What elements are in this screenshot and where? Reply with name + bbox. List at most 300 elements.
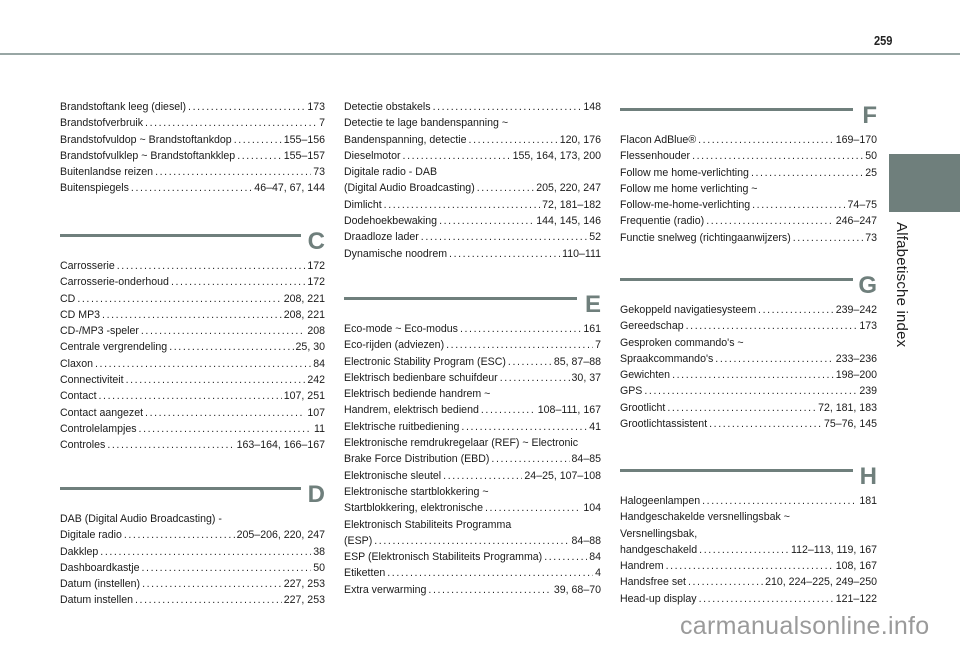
entry-page-refs: 84–85 <box>571 453 601 466</box>
index-entry <box>620 558 877 574</box>
index-entry <box>60 405 325 421</box>
entry-page-refs: 205, 220, 247 <box>536 182 601 195</box>
entry-page-refs: 41 <box>589 420 601 433</box>
entry-page-refs: 24–25, 107–108 <box>524 469 601 482</box>
index-entry <box>344 402 601 418</box>
entry-page-refs: 210, 224–225, 249–250 <box>765 576 877 589</box>
dot-leader <box>77 291 281 307</box>
dot-leader <box>139 421 312 437</box>
dot-leader <box>374 533 569 549</box>
entry-term: Contact aangezet <box>60 406 144 419</box>
dot-leader <box>508 354 552 370</box>
entry-page-refs: 155–156 <box>283 133 325 146</box>
entry-term: Contact <box>60 390 97 403</box>
entry-term: (ESP) <box>344 534 373 547</box>
index-entry <box>344 386 601 402</box>
entry-term: Grootlicht <box>620 401 666 414</box>
index-entry <box>60 437 325 453</box>
index-entry <box>344 533 601 549</box>
entry-term: Spraakcommando's <box>620 352 714 365</box>
index-entry <box>60 132 325 148</box>
dot-leader <box>481 402 536 418</box>
entry-term: Halogeenlampen <box>620 495 701 507</box>
index-entry <box>60 148 325 164</box>
entry-term: CD-/MP3 -speler <box>60 325 139 338</box>
dot-leader <box>485 500 581 516</box>
entry-list <box>60 258 325 454</box>
entry-page-refs: 84–88 <box>571 534 601 547</box>
dot-leader <box>698 132 834 148</box>
entry-page-refs: 75–76, 145 <box>823 418 877 431</box>
dot-leader <box>124 527 235 543</box>
index-entry <box>620 383 877 399</box>
entry-term: Gekoppeld navigatiesysteem <box>620 304 757 316</box>
dot-leader <box>706 213 834 229</box>
entry-term: Elektrisch bedienbare schuifdeur <box>344 371 498 384</box>
entry-term: Carrosserie-onderhoud <box>60 276 169 289</box>
entry-list <box>60 99 325 197</box>
index-entry <box>620 493 877 509</box>
dot-leader <box>667 400 816 416</box>
entry-term: Frequentie (radio) <box>620 215 705 228</box>
entry-term: Datum instellen <box>60 594 134 607</box>
dot-leader <box>469 132 558 148</box>
dot-leader <box>188 99 305 115</box>
index-entry <box>60 388 325 404</box>
entry-term: Detectie obstakels <box>344 101 431 113</box>
index-entry <box>344 582 601 598</box>
dot-leader <box>99 388 282 404</box>
entry-term: Gewichten <box>620 369 671 382</box>
entry-page-refs: 155–157 <box>283 149 325 162</box>
section-header <box>344 291 601 321</box>
index-entry <box>620 574 877 590</box>
entry-page-refs: 239–242 <box>835 304 877 316</box>
section-tab-label: Alfabetische index <box>893 222 910 348</box>
dot-leader <box>544 549 587 565</box>
entry-term: Handrem <box>620 560 664 573</box>
entry-term: Dimlicht <box>344 198 382 211</box>
dot-leader <box>169 339 293 355</box>
index-entry <box>620 509 877 525</box>
entry-page-refs: 233–236 <box>835 352 877 365</box>
index-entry <box>60 592 325 608</box>
entry-term: Eco-mode ~ Eco-modus <box>344 323 458 335</box>
index-entry <box>60 307 325 323</box>
index-entry <box>60 511 325 527</box>
dot-leader <box>491 451 569 467</box>
dot-leader <box>702 493 857 509</box>
entry-term: Digitale radio - DAB <box>344 166 438 179</box>
dot-leader <box>666 558 834 574</box>
index-entry <box>60 560 325 576</box>
entry-term: CD <box>60 292 76 305</box>
entry-page-refs: 25 <box>865 166 877 179</box>
entry-page-refs: 46–47, 67, 144 <box>254 182 325 195</box>
entry-term: Elektronische sleutel <box>344 469 442 482</box>
index-entry <box>344 484 601 500</box>
entry-page-refs: 208, 221 <box>283 292 325 305</box>
section-rule <box>620 278 853 281</box>
index-entry <box>344 148 601 164</box>
entry-term: Buitenlandse reizen <box>60 166 154 179</box>
index-section-b <box>60 99 325 197</box>
section-tab-marker <box>889 154 960 212</box>
entry-term: Brandstoftank leeg (diesel) <box>60 101 187 113</box>
dot-leader <box>384 197 540 213</box>
entry-term: Handrem, elektrisch bediend <box>344 404 479 417</box>
entry-term: Handsfree set <box>620 576 686 589</box>
entry-page-refs: 172 <box>307 276 325 289</box>
dot-leader <box>142 560 312 576</box>
entry-page-refs: 169–170 <box>835 134 877 146</box>
dot-leader <box>461 419 587 435</box>
entry-list <box>344 99 601 262</box>
dot-leader <box>433 99 582 115</box>
entry-term: Controlelampjes <box>60 422 137 435</box>
entry-term: handgeschakeld <box>620 543 698 556</box>
entry-page-refs: 39, 68–70 <box>553 583 601 596</box>
entry-page-refs: 84 <box>313 357 325 370</box>
entry-page-refs: 198–200 <box>835 369 877 382</box>
index-entry <box>344 435 601 451</box>
index-entry <box>60 339 325 355</box>
dot-leader <box>709 416 822 432</box>
dot-leader <box>428 582 551 598</box>
entry-term: Datum (instellen) <box>60 578 141 591</box>
entry-term: Controles <box>60 439 106 452</box>
entry-page-refs: 181 <box>859 495 877 507</box>
entry-term: Follow me home-verlichting <box>620 166 749 179</box>
entry-term: Flessenhouder <box>620 150 691 163</box>
entry-term: Draadloze lader <box>344 231 419 244</box>
entry-term: Functie snelweg (richtingaanwijzers) <box>620 231 791 244</box>
dot-leader <box>237 148 282 164</box>
entry-page-refs: 73 <box>865 231 877 244</box>
section-header <box>60 481 325 511</box>
index-section-d <box>60 481 325 609</box>
entry-page-refs: 227, 253 <box>283 594 325 607</box>
entry-page-refs: 50 <box>313 561 325 574</box>
entry-term: Startblokkering, elektronische <box>344 502 483 515</box>
index-entry <box>344 197 601 213</box>
index-entry <box>344 132 601 148</box>
entry-term: Centrale vergrendeling <box>60 341 168 354</box>
dot-leader <box>95 356 311 372</box>
dot-leader <box>155 164 311 180</box>
entry-page-refs: 84 <box>589 551 601 564</box>
dot-leader <box>793 230 863 246</box>
index-section-h <box>620 463 877 607</box>
index-entry <box>60 527 325 543</box>
dot-leader <box>449 246 560 262</box>
dot-leader <box>460 321 581 337</box>
entry-page-refs: 107, 251 <box>283 390 325 403</box>
dot-leader <box>117 258 306 274</box>
index-entry <box>344 500 601 516</box>
index-entry <box>620 367 877 383</box>
page-number: 259 <box>874 33 893 48</box>
entry-page-refs: 120, 176 <box>559 133 601 146</box>
dot-leader <box>751 165 863 181</box>
entry-term: Handgeschakelde versnellingsbak ~ <box>620 511 790 524</box>
entry-term: Flacon AdBlue® <box>620 134 697 146</box>
index-entry <box>60 180 325 196</box>
section-rule <box>620 469 853 472</box>
entry-list <box>620 132 877 246</box>
index-entry <box>344 451 601 467</box>
entry-page-refs: 242 <box>307 374 325 387</box>
entry-term: Elektrische ruitbediening <box>344 420 460 433</box>
entry-page-refs: 161 <box>583 323 601 335</box>
dot-leader <box>234 132 282 148</box>
entry-page-refs: 50 <box>865 150 877 163</box>
entry-term: Etiketten <box>344 567 386 580</box>
dot-leader <box>758 302 834 318</box>
entry-term: Eco-rijden (adviezen) <box>344 339 445 352</box>
entry-term: Dynamische noodrem <box>344 247 448 260</box>
entry-page-refs: 30, 37 <box>571 371 601 384</box>
index-section-g <box>620 272 877 432</box>
entry-page-refs: 85, 87–88 <box>553 355 601 368</box>
watermark: carmanualsonline.info <box>680 612 930 640</box>
index-entry <box>620 335 877 351</box>
index-entry <box>60 356 325 372</box>
entry-page-refs: 227, 253 <box>283 578 325 591</box>
dot-leader <box>688 574 763 590</box>
entry-term: Elektrisch bediende handrem ~ <box>344 388 491 401</box>
section-header <box>60 228 325 258</box>
index-entry <box>60 99 325 115</box>
entry-page-refs: 208, 221 <box>283 308 325 321</box>
section-header <box>620 272 877 302</box>
section-letter: F <box>862 102 877 129</box>
dot-leader <box>699 591 834 607</box>
dot-leader <box>131 180 252 196</box>
entry-page-refs: 108–111, 167 <box>537 404 601 417</box>
entry-term: ESP (Elektronisch Stabiliteits Programma) <box>344 551 543 564</box>
index-entry <box>620 165 877 181</box>
entry-page-refs: 25, 30 <box>295 341 325 354</box>
index-entry <box>620 351 877 367</box>
dot-leader <box>171 274 305 290</box>
index-entry <box>620 148 877 164</box>
entry-page-refs: 208 <box>307 325 325 338</box>
dot-leader <box>439 213 534 229</box>
index-entry <box>344 565 601 581</box>
index-entry <box>620 591 877 607</box>
index-entry <box>620 400 877 416</box>
index-entry <box>620 230 877 246</box>
entry-term: Gesproken commando's ~ <box>620 336 744 349</box>
index-entry <box>344 337 601 353</box>
entry-term: Brandstofvuldop ~ Brandstoftankdop <box>60 133 232 146</box>
dot-leader <box>403 148 511 164</box>
entry-page-refs: 107 <box>307 406 325 419</box>
entry-page-refs: 4 <box>595 567 601 580</box>
entry-term: Elektronische remdrukregelaar (REF) ~ Electronic <box>344 437 579 450</box>
entry-term: Extra verwarming <box>344 583 427 596</box>
dot-leader <box>102 307 282 323</box>
section-letter: E <box>584 291 601 318</box>
entry-term: Head-up display <box>620 592 697 605</box>
entry-page-refs: 148 <box>583 101 601 113</box>
entry-list <box>620 302 877 432</box>
index-entry <box>344 213 601 229</box>
index-entry <box>60 372 325 388</box>
dot-leader <box>141 323 305 339</box>
index-entry <box>344 517 601 533</box>
index-entry <box>60 576 325 592</box>
index-entry <box>344 229 601 245</box>
index-entry <box>344 115 601 131</box>
dot-leader <box>446 337 593 353</box>
entry-page-refs: 246–247 <box>835 215 877 228</box>
entry-page-refs: 173 <box>859 320 877 333</box>
entry-term: GPS <box>620 385 643 398</box>
index-entry <box>344 180 601 196</box>
entry-term: Elektronische startblokkering ~ <box>344 485 489 498</box>
section-rule <box>620 108 853 111</box>
index-entry <box>620 542 877 558</box>
header-rule <box>0 53 960 55</box>
entry-term: Detectie te lage bandenspanning ~ <box>344 117 509 130</box>
index-entry <box>60 274 325 290</box>
entry-term: DAB (Digital Audio Broadcasting) - <box>60 513 222 525</box>
index-entry <box>620 181 877 197</box>
index-section-e <box>344 291 601 598</box>
entry-term: Carrosserie <box>60 260 115 272</box>
index-section-d-cont <box>344 99 601 262</box>
entry-page-refs: 104 <box>583 502 601 515</box>
index-entry <box>60 421 325 437</box>
entry-term: Dakklep <box>60 545 99 558</box>
index-entry <box>60 291 325 307</box>
section-letter: G <box>858 272 877 299</box>
index-entry <box>620 318 877 334</box>
entry-term: Grootlichtassistent <box>620 418 708 431</box>
entry-page-refs: 239 <box>859 385 877 398</box>
index-entry <box>344 321 601 337</box>
entry-term: Buitenspiegels <box>60 182 129 195</box>
entry-term: Brandstofverbruik <box>60 117 144 130</box>
index-entry <box>344 468 601 484</box>
index-section-f <box>620 102 877 246</box>
entry-list <box>60 511 325 609</box>
section-letter: H <box>859 463 877 490</box>
entry-term: CD MP3 <box>60 308 101 321</box>
entry-page-refs: 163–164, 166–167 <box>236 439 325 452</box>
entry-page-refs: 121–122 <box>835 592 877 605</box>
dot-leader <box>421 229 587 245</box>
dot-leader <box>100 544 311 560</box>
entry-term: Claxon <box>60 357 93 370</box>
entry-term: Dodehoekbewaking <box>344 215 438 228</box>
index-entry <box>344 354 601 370</box>
section-letter: C <box>307 228 325 255</box>
entry-page-refs: 52 <box>589 231 601 244</box>
entry-page-refs: 155, 164, 173, 200 <box>512 149 601 162</box>
entry-term: Elektronisch Stabiliteits Programma <box>344 518 512 531</box>
dot-leader <box>443 468 522 484</box>
index-entry <box>344 164 601 180</box>
entry-page-refs: 11 <box>314 422 325 435</box>
dot-leader <box>692 148 863 164</box>
index-entry <box>344 549 601 565</box>
entry-list <box>620 493 877 607</box>
dot-leader <box>500 370 570 386</box>
entry-term: Connectiviteit <box>60 374 124 387</box>
index-entry <box>344 99 601 115</box>
dot-leader <box>699 542 789 558</box>
entry-term: Versnellingsbak, <box>620 527 698 540</box>
entry-term: Digitale radio <box>60 529 122 542</box>
entry-page-refs: 110–111 <box>562 247 601 260</box>
index-section-c <box>60 228 325 454</box>
entry-page-refs: 205–206, 220, 247 <box>236 529 325 542</box>
entry-list <box>344 321 601 598</box>
entry-term: Follow-me-home-verlichting <box>620 199 751 212</box>
section-rule <box>60 234 301 237</box>
index-entry <box>620 416 877 432</box>
dot-leader <box>142 576 282 592</box>
entry-page-refs: 72, 181–182 <box>542 198 601 211</box>
entry-page-refs: 112–113, 119, 167 <box>790 543 877 556</box>
index-entry <box>620 302 877 318</box>
section-header <box>620 102 877 132</box>
section-rule <box>344 297 577 300</box>
dot-leader <box>387 565 593 581</box>
entry-page-refs: 108, 167 <box>835 560 877 573</box>
index-entry <box>60 544 325 560</box>
dot-leader <box>107 437 234 453</box>
entry-term: Dieselmotor <box>344 149 401 162</box>
dot-leader <box>145 405 305 421</box>
entry-term: Dashboardkastje <box>60 561 140 574</box>
index-entry <box>620 132 877 148</box>
dot-leader <box>477 180 534 196</box>
entry-term: (Digital Audio Broadcasting) <box>344 182 475 195</box>
entry-term: Brandstofvulklep ~ Brandstoftankklep <box>60 149 236 162</box>
section-letter: D <box>307 481 325 508</box>
dot-leader <box>672 367 834 383</box>
entry-term: Electronic Stability Program (ESC) <box>344 355 506 368</box>
index-entry <box>620 197 877 213</box>
index-entry <box>60 164 325 180</box>
index-entry <box>60 115 325 131</box>
entry-term: Follow me home verlichting ~ <box>620 182 758 195</box>
dot-leader <box>752 197 845 213</box>
dot-leader <box>644 383 857 399</box>
entry-page-refs: 172 <box>307 260 325 272</box>
dot-leader <box>715 351 833 367</box>
entry-term: Gereedschap <box>620 320 684 333</box>
entry-page-refs: 173 <box>307 101 325 113</box>
dot-leader <box>145 115 317 131</box>
entry-page-refs: 144, 145, 146 <box>536 215 601 228</box>
index-entry <box>60 323 325 339</box>
section-header <box>620 463 877 493</box>
index-entry <box>620 213 877 229</box>
index-entry <box>60 258 325 274</box>
index-entry <box>620 526 877 542</box>
entry-page-refs: 7 <box>319 117 325 130</box>
entry-page-refs: 74–75 <box>847 199 877 212</box>
dot-leader <box>126 372 306 388</box>
index-entry <box>344 246 601 262</box>
entry-page-refs: 72, 181, 183 <box>818 401 877 414</box>
section-rule <box>60 487 301 490</box>
